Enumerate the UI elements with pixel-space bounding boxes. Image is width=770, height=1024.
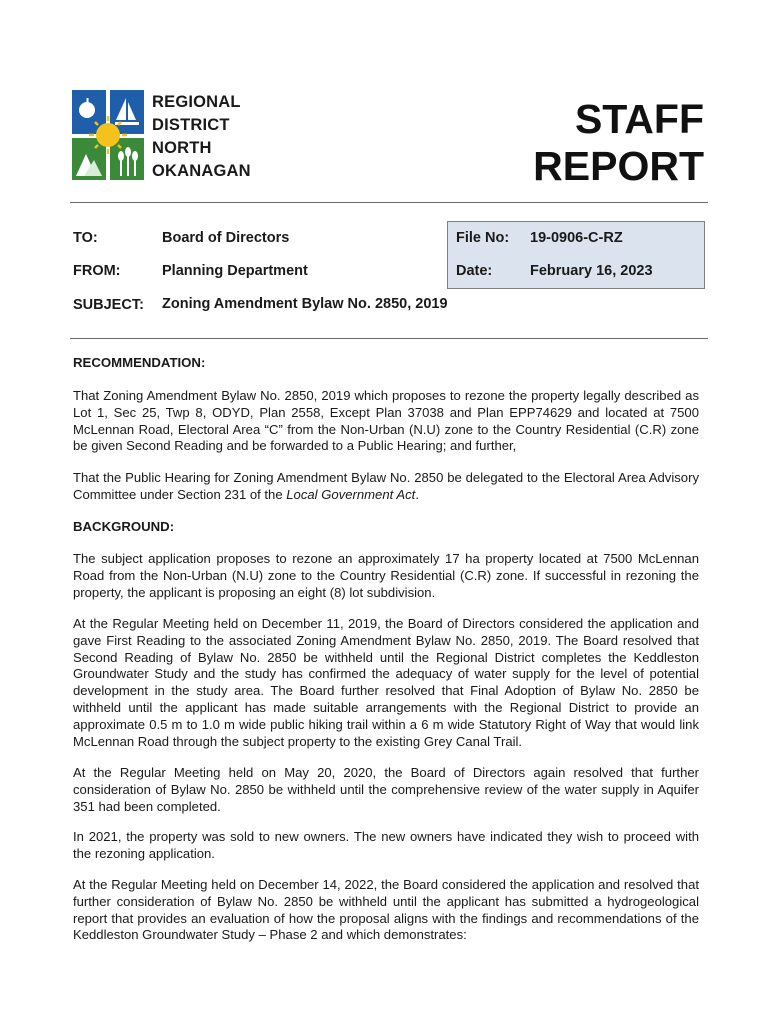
report-title bbox=[533, 96, 704, 190]
background-paragraph: At the Regular Meeting held on May 20, 2020, the Board of Directors again resolved that further consideration of Bylaw No. 2850 be withheld until the comprehensive review of the water supply in Aquifer 351 had been completed. bbox=[73, 765, 699, 814]
from-value: Planning Department bbox=[162, 263, 308, 279]
rdno-logo bbox=[72, 90, 146, 180]
header-divider bbox=[70, 202, 708, 203]
sun-icon bbox=[96, 123, 120, 147]
org-line: REGIONAL bbox=[152, 93, 241, 111]
text-span: That the Public Hearing for Zoning Amendment Bylaw No. 2850 be delegated to the Electoral Area Advisory Committee under Section 231 of the bbox=[73, 470, 699, 502]
background-paragraph: The subject application proposes to rezone an approximately 17 ha property located at 7500 McLennan Road from the Non-Urban (N.U) zone to the Country Residential (C.R) zone. If successful in rezoning the property, the applicant is proposing an eight (8) lot subdivision. bbox=[73, 551, 699, 600]
organization-name bbox=[152, 91, 251, 183]
subject-value: Zoning Amendment Bylaw No. 2850, 2019 bbox=[162, 296, 448, 312]
title-line: STAFF bbox=[574, 96, 704, 142]
to-value: Board of Directors bbox=[162, 230, 290, 246]
from-label: FROM: bbox=[73, 263, 121, 279]
file-value: 19-0906-C-RZ bbox=[530, 230, 623, 246]
background-heading: BACKGROUND: bbox=[73, 519, 175, 534]
meta-divider bbox=[70, 338, 708, 339]
recommendation-heading: RECOMMENDATION: bbox=[73, 355, 206, 370]
date-value: February 16, 2023 bbox=[530, 263, 653, 279]
apple-icon bbox=[79, 102, 95, 118]
title-line: REPORT bbox=[533, 143, 704, 189]
org-line: DISTRICT bbox=[152, 116, 230, 134]
background-paragraph: At the Regular Meeting held on December 14, 2022, the Board considered the application and resolved that further consideration of Bylaw No. 2850 be withheld until the applicant has submitted a hydrogeological report that provides an evaluation of how the proposal aligns with the findings and recommendations of the Keddleston Groundwater Study – Phase 2 and which demonstrates: bbox=[73, 877, 699, 943]
subject-label: SUBJECT: bbox=[73, 297, 144, 313]
background-paragraph: In 2021, the property was sold to new owners. The new owners have indicated they wish to proceed with the rezoning application. bbox=[73, 829, 699, 861]
recommendation-paragraph: That Zoning Amendment Bylaw No. 2850, 2019 which proposes to rezone the property legally described as Lot 1, Sec 25, Twp 8, ODYD, Plan 2558, Except Plan 37038 and Plan EPP74629 and located at 7500 McLennan Road, Electoral Area “C” from the Non-Urban (N.U) zone to the Country Residential (C.R) zone be given Second Reading and be forwarded to a Public Hearing; and further, bbox=[73, 388, 699, 454]
wheat-icon bbox=[118, 147, 138, 176]
org-line: NORTH bbox=[152, 139, 212, 157]
act-name: Local Government Act bbox=[286, 486, 416, 502]
file-label: File No: bbox=[456, 230, 510, 246]
background-paragraph: At the Regular Meeting held on December 11, 2019, the Board of Directors considered the application and gave First Reading to the associated Zoning Amendment Bylaw No. 2850, 2019. The Board resolved that Second Reading of Bylaw No. 2850 be withheld until the Regional District completes the Keddleston Groundwater Study and the study has confirmed the adequacy of water supply for the level of potential development in the study area. The Board further resolved that Final Adoption of Bylaw No. 2850 be withheld until the applicant has made suitable arrangements with the Regional District to provide an approximate 0.5 m to 1.0 m wide public hiking trail within a 6 m wide Statutory Right of Way that would link McLennan Road through the subject property to the existing Grey Canal Trail. bbox=[73, 616, 699, 749]
to-label: TO: bbox=[73, 230, 98, 246]
recommendation-paragraph-2 bbox=[73, 470, 699, 504]
text-span: . bbox=[415, 486, 419, 502]
org-line: OKANAGAN bbox=[152, 162, 251, 180]
date-label: Date: bbox=[456, 263, 493, 279]
